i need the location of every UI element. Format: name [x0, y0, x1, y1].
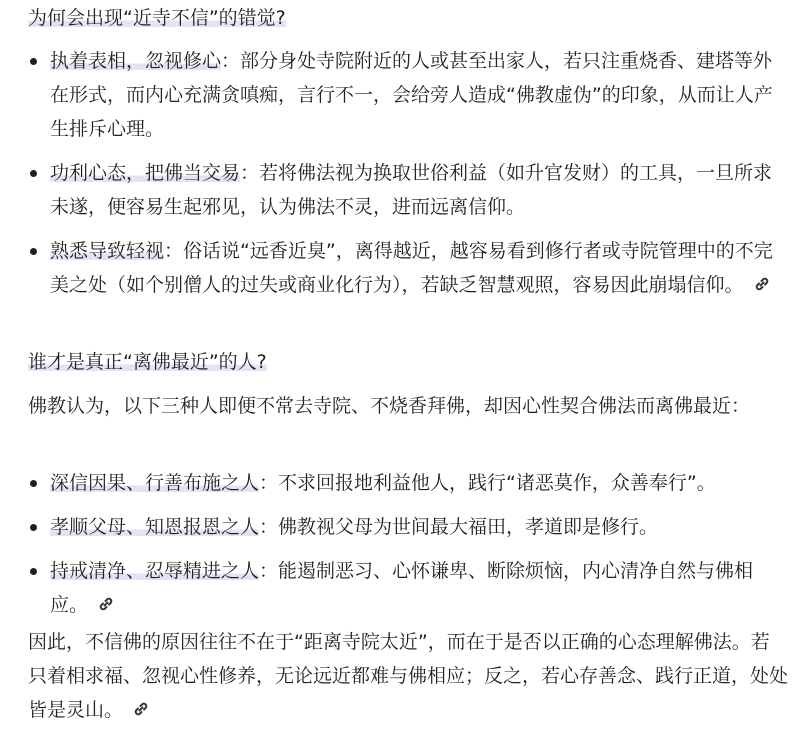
reasons-list — [0, 44, 801, 302]
section-heading-closest — [28, 345, 267, 379]
bullet-dot-icon — [30, 248, 37, 255]
intro-paragraph: 佛教认为，以下三种人即便不常去寺院、不烧香拜佛，却因心性契合佛法而离佛最近： — [28, 395, 751, 417]
item-text: ：若将佛法视为换取世俗利益（如升官发财）的工具，一旦所求未遂，便容易生起邪见，认为佛法不灵，进而远离信仰。 — [50, 162, 773, 218]
conclusion-paragraph — [28, 625, 788, 727]
item-text: ：部分身处寺院附近的人或甚至出家人，若只注重烧香、建塔等外在形式，而内心充满贪嗔痴，言行不一，会给旁人造成“佛教虚伪”的印象，从而让人产生排斥心理。 — [50, 50, 773, 140]
list-item — [0, 44, 801, 146]
bullet-dot-icon — [30, 480, 37, 487]
item-term: 执着表相，忽视修心 — [50, 50, 222, 72]
list-item — [0, 234, 801, 302]
people-list — [0, 466, 801, 622]
conclusion-text: 因此，不信佛的原因往往不在于“距离寺院太近”，而在于是否以正确的心态理解佛法。若只着相求福、忽视心性修养，无论远近都难与佛相应；反之，若心存善念、践行正道，处处皆是灵山。 — [28, 631, 789, 721]
list-item — [0, 554, 801, 622]
link-icon[interactable] — [131, 696, 151, 716]
bullet-dot-icon — [30, 170, 37, 177]
item-text: ：能遏制恶习、心怀谦卑、断除烦恼，内心清净自然与佛相应。 — [50, 560, 754, 616]
section-heading-text: 谁才是真正“离佛最近”的人? — [28, 351, 267, 373]
bullet-dot-icon — [30, 568, 37, 575]
bullet-dot-icon — [30, 524, 37, 531]
item-term: 功利心态，把佛当交易 — [50, 162, 241, 184]
list-item — [0, 466, 801, 500]
list-item — [0, 156, 801, 224]
item-term: 熟悉导致轻视 — [50, 240, 165, 262]
bullet-dot-icon — [30, 58, 37, 65]
item-text: ：不求回报地利益他人，践行“诸恶莫作，众善奉行”。 — [259, 472, 716, 494]
item-term: 持戒清净、忍辱精进之人 — [50, 560, 260, 582]
item-term: 深信因果、行善布施之人 — [50, 472, 260, 494]
item-term: 孝顺父母、知恩报恩之人 — [50, 516, 260, 538]
item-text: ：佛教视父母为世间最大福田，孝道即是修行。 — [259, 516, 659, 538]
section-heading-why — [28, 1, 286, 35]
link-icon[interactable] — [96, 591, 116, 611]
list-item — [0, 510, 801, 544]
section-heading-text: 为何会出现“近寺不信”的错觉? — [28, 7, 286, 29]
item-text: ：俗话说“远香近臭”，离得越近，越容易看到修行者或寺院管理中的不完美之处（如个别僧人的过失或商业化行为），若缺乏智慧观照，容易因此崩塌信仰。 — [50, 240, 773, 296]
link-icon[interactable] — [752, 271, 772, 291]
